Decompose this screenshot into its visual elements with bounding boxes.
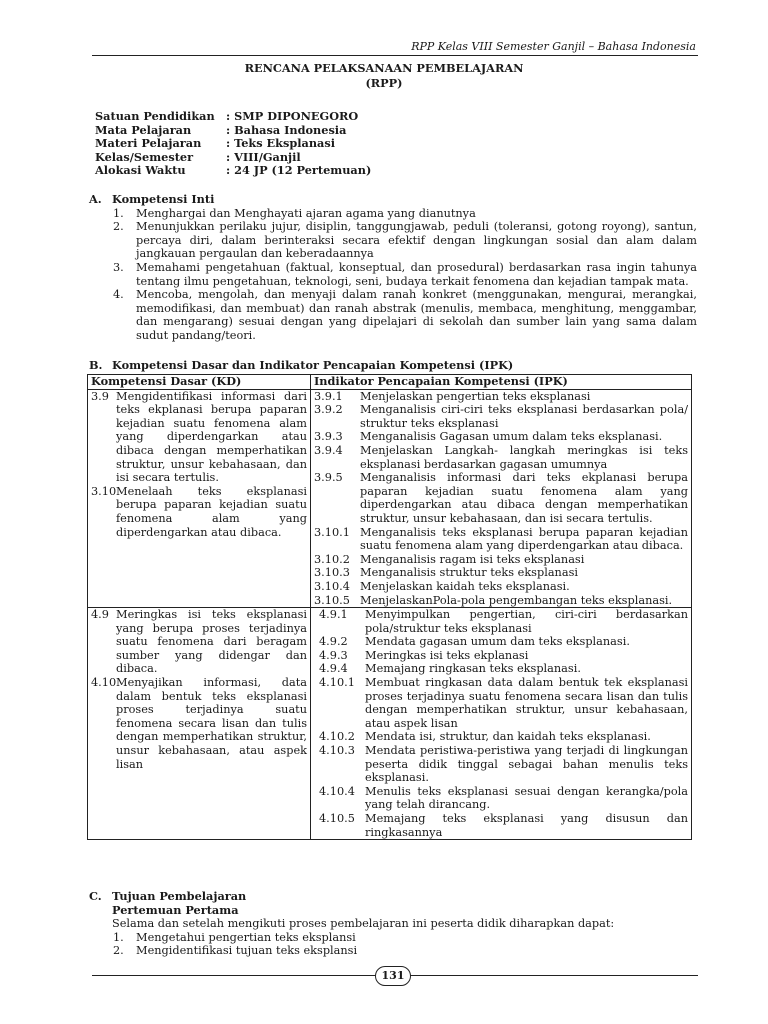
section-letter: A. [89, 192, 102, 206]
identity-label: Materi Pelajaran [95, 136, 202, 151]
section-heading [89, 359, 697, 373]
meeting-subheading: Pertemuan Pertama [112, 902, 239, 917]
ipk-text: Menganalisis Gagasan umum dalam teks eksplanasi. [360, 430, 663, 444]
list-item [113, 207, 697, 221]
identity-label: Satuan Pendidikan [95, 109, 215, 123]
identity-row [95, 164, 371, 178]
numbered-list [113, 207, 697, 343]
section-letter: B. [89, 358, 103, 372]
ipk-text: Menjelaskan Langkah- langkah meringkas isi teks eksplanasi berdasarkan gagasan umumnya [360, 443, 688, 471]
ipk-text: Meringkas isi teks ekplanasi [365, 648, 529, 662]
running-header: RPP Kelas VIII Semester Ganjil – Bahasa Indonesia [411, 40, 696, 53]
section-letter: C. [89, 889, 102, 903]
section-heading [89, 193, 697, 207]
ipk-item [314, 594, 688, 608]
header-rule [92, 55, 698, 56]
ipk-cell [311, 608, 692, 840]
list-text: Memahami pengetahuan (faktual, konseptual, dan prosedural) berdasarkan rasa ingin tahunya tentang ilmu pengetahuan, teknologi, seni, budaya terkait fenomena dan kejadian tampak mata. [136, 260, 697, 288]
kd-text: Mengidentifikasi informasi dari teks ekplanasi berupa paparan kejadian suatu fenomena alam yang diperdengarkan atau dibaca dengan memperhatikan struktur, unsur kebahasaan, dan isi secara tertulis. [116, 389, 307, 485]
ipk-number: 3.9.4 [314, 443, 343, 457]
document-title: RENCANA PELAKSANAAN PEMBELAJARAN [244, 61, 524, 75]
list-item [113, 288, 697, 342]
kd-item [91, 608, 307, 676]
intro-paragraph: Selama dan setelah mengikuti proses pembelajaran ini peserta didik diharapkan dapat: [112, 917, 615, 931]
identity-value: : Bahasa Indonesia [226, 122, 347, 137]
ipk-number: 4.9.1 [319, 608, 348, 622]
table-header-row [88, 375, 692, 390]
numbered-list [113, 931, 697, 958]
kd-text: Menelaah teks eksplanasi berupa paparan kejadian suatu fenomena alam yang diperdengarkan atau dibaca. [116, 484, 307, 539]
ipk-text: Memajang ringkasan teks eksplanasi. [365, 662, 581, 676]
ipk-item [314, 403, 688, 430]
list-text: Mengidentifikasi tujuan teks eksplansi [136, 944, 358, 958]
section-kd-ipk [89, 359, 697, 373]
ipk-text: Mendata isi, struktur, dan kaidah teks eksplanasi. [365, 730, 651, 744]
ipk-number: 4.9.4 [319, 662, 348, 676]
ipk-text: Menjelaskan kaidah teks eksplanasi. [360, 579, 570, 593]
kd-item [91, 390, 307, 485]
list-number: 4. [113, 288, 124, 302]
ipk-text: Menganalisis struktur teks eksplanasi [360, 566, 578, 580]
identity-label: Kelas/Semester [95, 149, 194, 164]
list-number: 1. [113, 206, 124, 220]
ipk-number: 4.10.4 [319, 784, 355, 798]
list-text: Menunjukkan perilaku jujur, disiplin, tanggungjawab, peduli (toleransi, gotong royong), santun, percaya diri, dalam berinteraksi secara efektif dengan lingkungan sosial dan alam dalam jangkauan pergaulan dan keberadaannya [136, 220, 697, 261]
ipk-item [314, 526, 688, 553]
section-title: Kompetensi Dasar dan Indikator Pencapaian Kompetensi (IPK) [112, 358, 514, 372]
ipk-item [319, 608, 688, 635]
ipk-text: Mendata peristiwa-peristiwa yang terjadi di lingkungan peserta didik tinggal sebagai bahan menulis teks eksplanasi. [365, 744, 688, 785]
kd-item [91, 676, 307, 771]
ipk-number: 3.9.3 [314, 430, 343, 444]
ipk-text: MenjelaskanPola-pola pengembangan teks eksplanasi. [360, 593, 673, 607]
ipk-item [314, 566, 688, 580]
identity-row [95, 110, 371, 124]
kd-number: 4.9 [91, 608, 109, 622]
ipk-item [314, 430, 688, 444]
section-kompetensi-inti [89, 193, 697, 343]
ipk-number: 3.9.5 [314, 471, 343, 485]
ipk-item [319, 730, 688, 744]
ipk-number: 4.10.5 [319, 812, 355, 825]
ipk-text: Menganalisis informasi dari teks ekplanasi berupa paparan kejadian suatu fenomena alam yang diperdengarkan atau dibaca dengan memperhatikan struktur, unsur kebahasaan, dan isi secara tertulis. [360, 471, 688, 525]
table-row [88, 389, 692, 608]
ipk-number: 3.10.1 [314, 525, 350, 539]
list-number: 3. [113, 260, 124, 274]
list-item [113, 944, 697, 958]
identity-value: : Teks Eksplanasi [226, 136, 336, 151]
ipk-text: Memajang teks eksplanasi yang disusun dan ringkasannya [365, 812, 688, 839]
identity-label: Mata Pelajaran [95, 122, 192, 137]
page-number: 131 [375, 966, 411, 986]
ipk-number: 3.9.2 [314, 403, 343, 417]
ipk-text: Menulis teks eksplanasi sesuai dengan kerangka/pola yang telah dirancang. [365, 784, 688, 812]
ipk-item [314, 390, 688, 404]
table-row [88, 608, 692, 840]
kd-number: 3.9 [91, 389, 109, 403]
ipk-item [314, 471, 688, 525]
ipk-cell [311, 389, 692, 608]
list-item [113, 220, 697, 261]
ipk-number: 3.10.4 [314, 579, 350, 593]
ipk-item [319, 676, 688, 730]
ipk-item [319, 662, 688, 676]
identity-value: : VIII/Ganjil [226, 149, 301, 164]
ipk-item [314, 553, 688, 567]
section-tujuan [89, 890, 697, 958]
column-header-ipk: Indikator Pencapaian Kompetensi (IPK) [311, 375, 692, 390]
ipk-number: 4.10.3 [319, 744, 355, 758]
ipk-number: 4.10.1 [319, 676, 355, 690]
list-text: Menghargai dan Menghayati ajaran agama yang dianutnya [136, 206, 476, 220]
list-number: 2. [113, 220, 124, 234]
ipk-number: 3.10.3 [314, 566, 350, 580]
ipk-number: 4.9.3 [319, 648, 348, 662]
ipk-item [319, 812, 688, 839]
kd-text: Menyajikan informasi, data dalam bentuk teks eksplanasi proses terjadinya suatu fenomena secara lisan dan tulis dengan memperhatikan struktur, unsur kebahasaan, atau aspek lisan [116, 676, 307, 771]
identity-value: : SMP DIPONEGORO [226, 109, 359, 123]
ipk-item [319, 744, 688, 785]
ipk-text: Menganalisis teks eksplanasi berupa paparan kejadian suatu fenomena alam yang diperdengarkan atau dibaca. [360, 525, 688, 553]
kd-text: Meringkas isi teks eksplanasi yang berupa proses terjadinya suatu fenomena dari beragam sumber yang didengar dan dibaca. [116, 608, 307, 676]
identity-row [95, 151, 371, 165]
ipk-number: 4.9.2 [319, 635, 348, 649]
section-title: Tujuan Pembelajaran [112, 889, 247, 903]
ipk-number: 3.10.5 [314, 593, 350, 607]
section-heading [89, 890, 697, 904]
kd-number: 3.10 [91, 484, 117, 498]
list-text: Mengetahui pengertian teks eksplansi [136, 930, 356, 944]
ipk-number: 3.9.1 [314, 389, 343, 403]
list-text: Mencoba, mengolah, dan menyaji dalam ranah konkret (menggunakan, mengurai, merangkai, memodifikasi, dan membuat) dan ranah abstrak (menulis, membaca, menghitung, menggambar, dan mengarang) sesuai dengan yang dipelajari di sekolah dan sumber lain yang sama dalam sudut pandang/teori. [136, 288, 697, 342]
document-subtitle: (RPP) [365, 76, 403, 90]
identity-label: Alokasi Waktu [95, 163, 186, 178]
kd-ipk-table [87, 374, 692, 840]
ipk-item [319, 785, 688, 812]
ipk-item [319, 635, 688, 649]
ipk-item [314, 444, 688, 471]
ipk-text: Membuat ringkasan data dalam bentuk tek eksplanasi proses terjadinya suatu fenomena secara lisan dan tulis dengan memperhatikan struktur, unsur kebahasaan, atau aspek lisan [365, 676, 688, 730]
ipk-text: Mendata gagasan umum dam teks eksplanasi. [365, 635, 630, 649]
list-item [113, 261, 697, 288]
identity-row [95, 124, 371, 138]
kd-number: 4.10 [91, 676, 117, 690]
ipk-number: 3.10.2 [314, 552, 350, 566]
ipk-text: Menganalisis ciri-ciri teks eksplanasi berdasarkan pola/ struktur teks eksplanasi [360, 403, 688, 430]
ipk-text: Menjelaskan pengertian teks eksplanasi [360, 389, 591, 403]
section-title: Kompetensi Inti [112, 192, 215, 206]
list-item [113, 931, 697, 945]
identity-row [95, 137, 371, 151]
kd-cell [88, 389, 311, 608]
ipk-number: 4.10.2 [319, 730, 355, 744]
column-header-kd: Kompetensi Dasar (KD) [88, 375, 311, 390]
ipk-item [319, 649, 688, 663]
identity-value: : 24 JP (12 Pertemuan) [226, 163, 372, 178]
ipk-text: Menyimpulkan pengertian, ciri-ciri berdasarkan pola/struktur teks eksplanasi [365, 608, 688, 635]
identity-block [95, 110, 371, 178]
list-number: 2. [113, 944, 124, 958]
kd-item [91, 485, 307, 539]
ipk-item [314, 580, 688, 594]
ipk-text: Menganalisis ragam isi teks eksplanasi [360, 552, 585, 566]
list-number: 1. [113, 930, 124, 944]
kd-cell [88, 608, 311, 840]
